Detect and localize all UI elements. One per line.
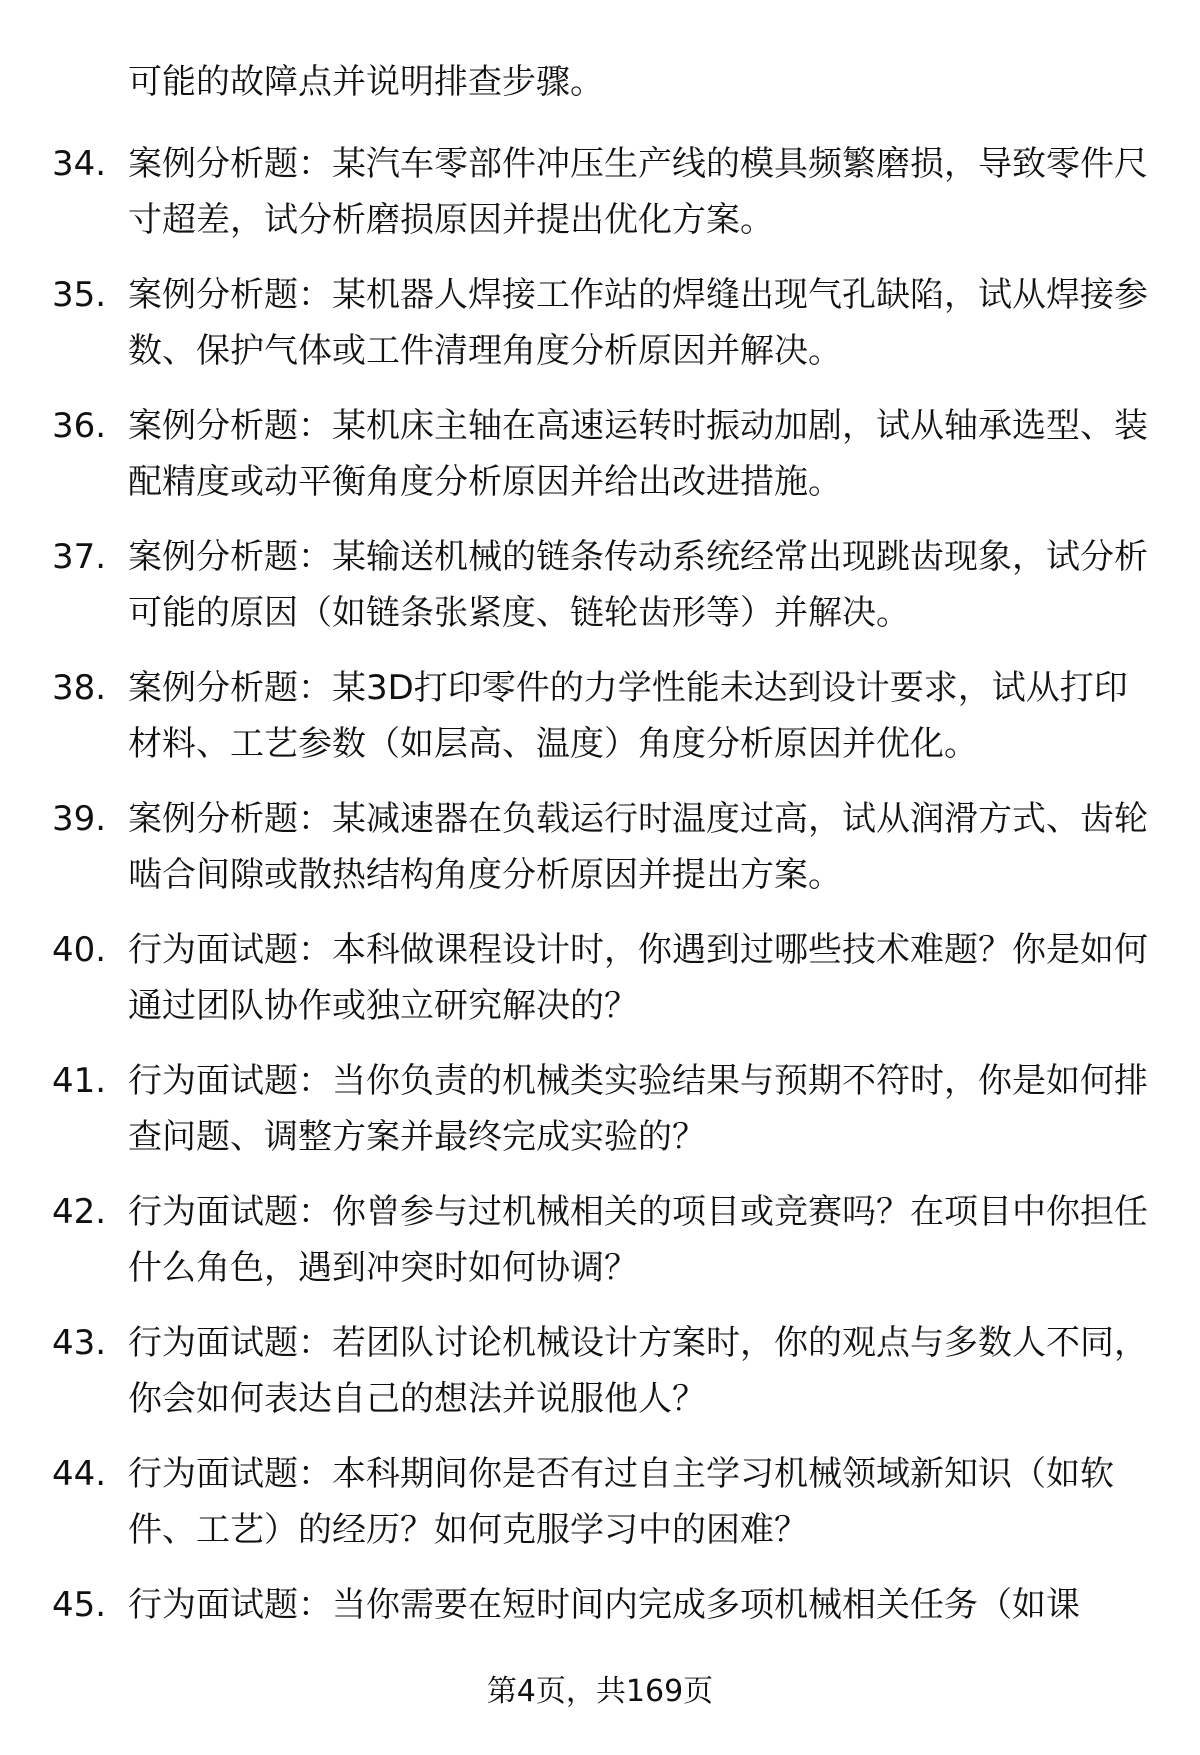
question-text: 行为面试题：当你负责的机械类实验结果与预期不符时，你是如何排查问题、调整方案并最终完成实验的？: [128, 1061, 1148, 1157]
question-text: 行为面试题：本科做课程设计时，你遇到过哪些技术难题？你是如何通过团队协作或独立研究解决的？: [128, 930, 1148, 1026]
question-item: [0, 791, 1200, 922]
question-text: 行为面试题：你曾参与过机械相关的项目或竞赛吗？在项目中你担任什么角色，遇到冲突时如何协调？: [128, 1192, 1148, 1288]
question-list: [0, 136, 1200, 1708]
question-number: 43.: [52, 1323, 107, 1363]
question-number: 42.: [52, 1192, 107, 1232]
question-text: 案例分析题：某机床主轴在高速运转时振动加剧，试从轴承选型、装配精度或动平衡角度分析原因并给出改进措施。: [128, 406, 1148, 502]
question-item: [0, 136, 1200, 267]
question-text: 行为面试题：若团队讨论机械设计方案时，你的观点与多数人不同，你会如何表达自己的想法并说服他人？: [128, 1323, 1148, 1419]
question-number: 41.: [52, 1061, 107, 1101]
question-item: [0, 267, 1200, 398]
question-item: [0, 529, 1200, 660]
question-item: [0, 1315, 1200, 1446]
question-item: [0, 398, 1200, 529]
question-text: 案例分析题：某机器人焊接工作站的焊缝出现气孔缺陷，试从焊接参数、保护气体或工件清理角度分析原因并解决。: [128, 275, 1148, 371]
question-number: 34.: [52, 144, 107, 184]
question-number: 45.: [52, 1585, 107, 1625]
question-item: [0, 922, 1200, 1053]
question-number: 37.: [52, 537, 107, 577]
question-item: [0, 1053, 1200, 1184]
question-number: 38.: [52, 668, 107, 708]
question-number: 35.: [52, 275, 107, 315]
question-number: 40.: [52, 930, 107, 970]
question-text: 案例分析题：某输送机械的链条传动系统经常出现跳齿现象，试分析可能的原因（如链条张紧度、链轮齿形等）并解决。: [128, 537, 1148, 633]
question-item: [0, 1446, 1200, 1577]
continuation-text: 可能的故障点并说明排查步骤。: [128, 62, 604, 102]
question-text: 案例分析题：某汽车零部件冲压生产线的模具频繁磨损，导致零件尺寸超差，试分析磨损原因并提出优化方案。: [128, 144, 1148, 240]
question-text: 案例分析题：某3D打印零件的力学性能未达到设计要求，试从打印材料、工艺参数（如层高、温度）角度分析原因并优化。: [128, 668, 1128, 764]
question-number: 39.: [52, 799, 107, 839]
question-item: [0, 1184, 1200, 1315]
question-item: [0, 660, 1200, 791]
question-text: 行为面试题：本科期间你是否有过自主学习机械领域新知识（如软件、工艺）的经历？如何克服学习中的困难？: [128, 1454, 1114, 1550]
question-number: 44.: [52, 1454, 107, 1494]
question-text: 行为面试题：当你需要在短时间内完成多项机械相关任务（如课: [128, 1585, 1080, 1625]
question-number: 36.: [52, 406, 107, 446]
question-text: 案例分析题：某减速器在负载运行时温度过高，试从润滑方式、齿轮啮合间隙或散热结构角度分析原因并提出方案。: [128, 799, 1148, 895]
page-footer: 第4页，共169页: [486, 1674, 714, 1709]
